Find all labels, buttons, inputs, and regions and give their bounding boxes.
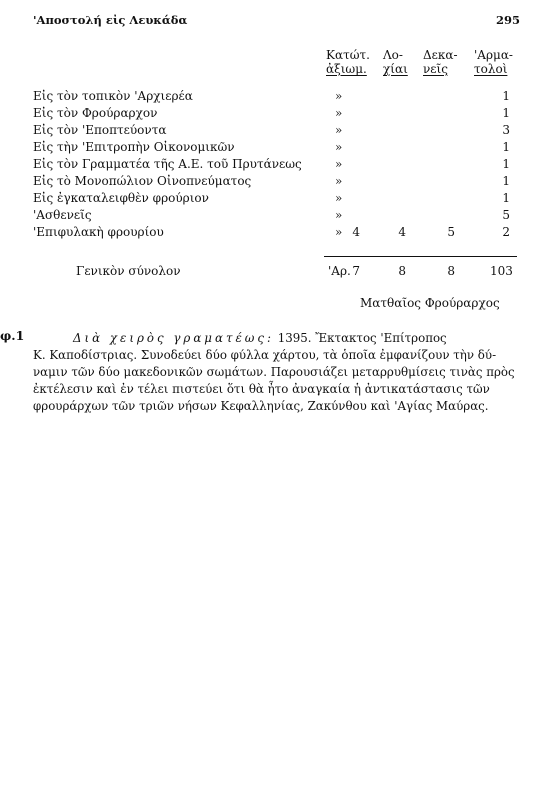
signature: Ματθαῖος Φρούραρχος <box>360 296 500 310</box>
cell-c4: 2 <box>502 225 510 239</box>
column-header-3-line2: νεῖς <box>423 62 448 76</box>
note-line-3: ναμιν τῶν δύο μακεδονικῶν σωμάτων. Παρουσιάζει μεταρρυθμίσεις τινὰς πρὸς <box>33 365 515 379</box>
note-number: φ.1 <box>0 328 25 343</box>
table-row <box>0 89 550 106</box>
column-header-4-line1: 'Αρμα- <box>474 48 513 62</box>
cell-c2: 4 <box>398 225 406 239</box>
total-rule <box>324 256 517 257</box>
note-line-1-rest: 1395. Ἔκτακτος 'Επίτροπος <box>274 331 447 345</box>
ditto-mark: » <box>335 106 343 120</box>
row-label: Εἰς ἐγκαταλειφθὲν φρούριον <box>33 191 209 205</box>
cell-c4: 1 <box>502 174 510 188</box>
row-label: Εἰς τὸ Μονοπώλιον Οἰνοπνεύματος <box>33 174 252 188</box>
ditto-mark: » <box>335 123 343 137</box>
row-label: 'Ασθενεῖς <box>33 208 92 222</box>
table-row <box>0 157 550 174</box>
row-label: Εἰς τὸν Φρούραρχον <box>33 106 158 120</box>
table-row <box>0 123 550 140</box>
note-line-5: φρουράρχων τῶν τριῶν νήσων Κεφαλληνίας, Ζακύνθου καὶ 'Αγίας Μαύρας. <box>33 399 489 413</box>
ditto-mark: » <box>335 157 343 171</box>
table-row <box>0 225 550 242</box>
note-paragraph <box>33 330 517 415</box>
table-row <box>0 174 550 191</box>
total-c2: 8 <box>398 264 406 278</box>
column-header-2 <box>383 48 408 76</box>
cell-c4: 1 <box>502 140 510 154</box>
ditto-mark: » <box>335 174 343 188</box>
column-header-3-line1: Δεκα- <box>423 48 458 62</box>
column-header-3 <box>423 48 458 76</box>
total-c4: 103 <box>490 264 513 278</box>
note-line-1 <box>33 330 517 347</box>
column-header-1-line1: Κατώτ. <box>326 48 370 62</box>
total-prefix: 'Αρ. <box>328 264 351 278</box>
note-spaced-lead: Διὰ χειρὸς γραματέως: <box>73 331 275 345</box>
cell-c4: 1 <box>502 191 510 205</box>
table-row <box>0 140 550 157</box>
cell-c4: 1 <box>502 157 510 171</box>
total-c1: 7 <box>352 264 360 278</box>
running-title: 'Αποστολή εἰς Λευκάδα <box>33 13 188 27</box>
cell-c1: 4 <box>352 225 360 239</box>
ditto-mark: » <box>335 208 343 222</box>
cell-c4: 5 <box>502 208 510 222</box>
column-header-2-line1: Λο- <box>383 48 403 62</box>
row-label: Εἰς τὸν τοπικὸν 'Αρχιερέα <box>33 89 193 103</box>
table-row <box>0 208 550 225</box>
column-header-4-line2: τολοὶ <box>474 62 508 76</box>
cell-c4: 1 <box>502 89 510 103</box>
column-header-2-line2: χίαι <box>383 62 408 76</box>
total-c3: 8 <box>447 264 455 278</box>
row-label: 'Επιφυλακὴ φρουρίου <box>33 225 164 239</box>
cell-c4: 1 <box>502 106 510 120</box>
column-header-1-line2: ἀξιωμ. <box>326 62 367 76</box>
table-row <box>0 106 550 123</box>
column-header-1 <box>326 48 370 76</box>
row-label: Εἰς τὴν 'Επιτροπὴν Οἰκονομικῶν <box>33 140 235 154</box>
cell-c3: 5 <box>447 225 455 239</box>
note-line-4: ἐκτέλεσιν καὶ ἐν τέλει πιστεύει ὅτι θὰ ἦτο ἀναγκαία ἡ ἀντικατάστασις τῶν <box>33 382 490 396</box>
column-header-4 <box>474 48 513 76</box>
total-label: Γενικὸν σύνολον <box>76 264 181 278</box>
ditto-mark: » <box>335 140 343 154</box>
row-label: Εἰς τὸν Γραμματέα τῆς Α.Ε. τοῦ Πρυτάνεως <box>33 157 302 171</box>
page-number: 295 <box>496 13 521 27</box>
table-row <box>0 191 550 208</box>
ditto-mark: » <box>335 191 343 205</box>
note-line-2: Κ. Καποδίστριας. Συνοδεύει δύο φύλλα χάρτου, τὰ ὁποῖα ἐμφανίζουν τὴν δύ- <box>33 348 497 362</box>
ditto-mark: » <box>335 225 343 239</box>
row-label: Εἰς τὸν 'Εποπτεύοντα <box>33 123 167 137</box>
cell-c4: 3 <box>502 123 510 137</box>
ditto-mark: » <box>335 89 343 103</box>
